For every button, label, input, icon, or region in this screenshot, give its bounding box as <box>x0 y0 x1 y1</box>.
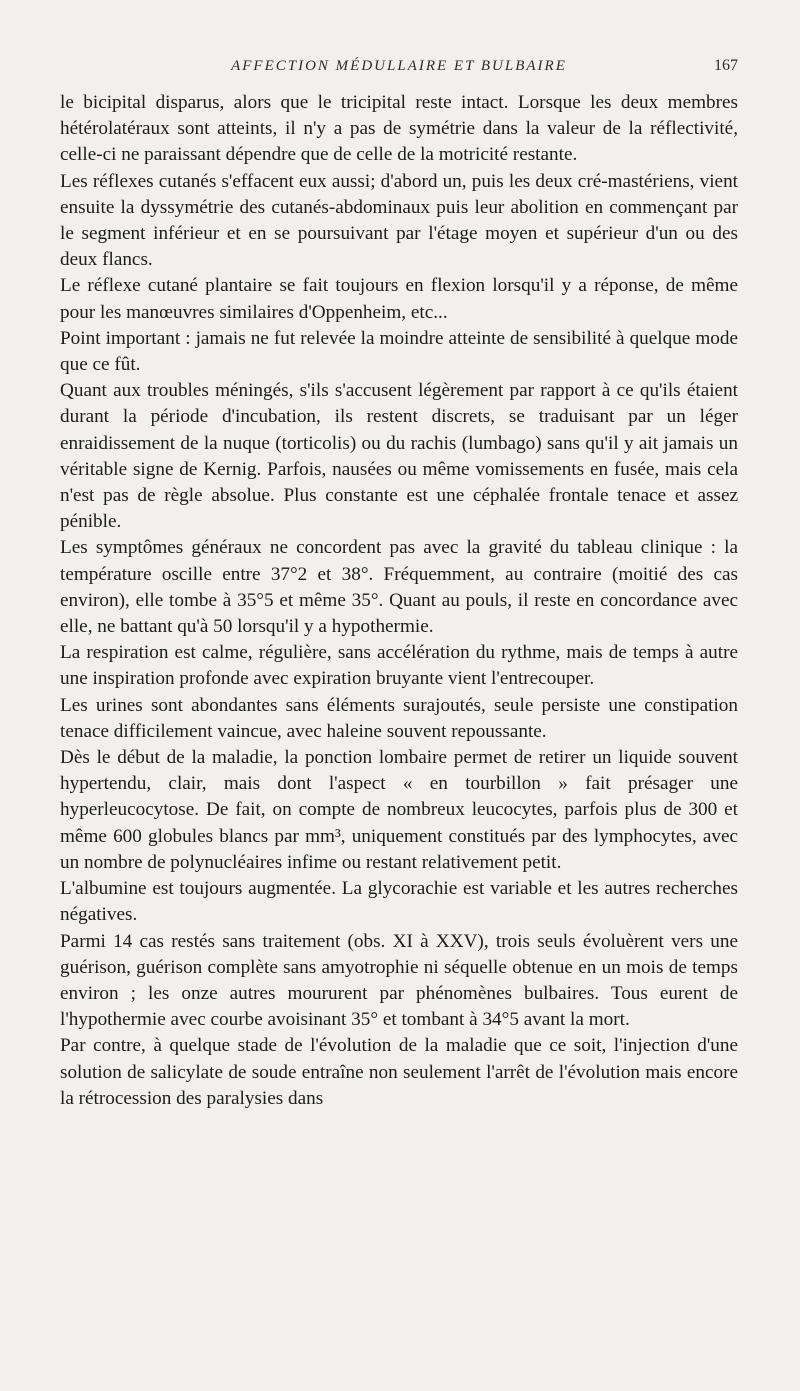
paragraph: Les réflexes cutanés s'effacent eux aussi; d'abord un, puis les deux cré-mastériens, vient ensuite la dyssymétrie des cutanés-abdominaux puis leur abolition en commençant par le segment inférieur et en se poursuivant par l'étage moyen et supérieur d'un ou des deux flancs. <box>60 170 738 271</box>
paragraph: Point important : jamais ne fut relevée la moindre atteinte de sensibilité à quelque mode que ce fût. <box>60 327 738 376</box>
paragraph: le bicipital disparus, alors que le tricipital reste intact. Lorsque les deux membres hétérolatéraux sont atteints, il n'y a pas de symétrie dans la valeur de la réflectivité, celle-ci ne paraissant dépendre que de celle de la motricité restante. <box>60 92 738 166</box>
paragraph: Parmi 14 cas restés sans traitement (obs. XI à XXV), trois seuls évoluèrent vers une guérison, guérison complète sans amyotrophie ni séquelle obtenue en un mois de temps environ ; les onze autres moururent par phénomènes bulbaires. Tous eurent de l'hypothermie avec courbe avoisinant 35° et tombant à 34°5 avant la mort. <box>60 930 738 1031</box>
paragraph: Les urines sont abondantes sans éléments surajoutés, seule persiste une constipation tenace difficilement vaincue, avec haleine souvent repoussante. <box>60 694 738 742</box>
running-title: AFFECTION MÉDULLAIRE ET BULBAIRE <box>231 58 567 74</box>
paragraph: Dès le début de la maladie, la ponction lombaire permet de retirer un liquide souvent hypertendu, clair, mais dont l'aspect « en tourbillon » fait présager une hyperleucocytose. De fait, on compte de nombreux leucocytes, parfois plus de 300 et même 600 globules blancs par mm³, uniquement constitués par des lymphocytes, avec un nombre de polynucléaires infime ou restant relativement petit. <box>60 747 738 873</box>
body-text <box>60 90 738 1112</box>
paragraph: Les symptômes généraux ne concordent pas avec la gravité du tableau clinique : la température oscille entre 37°2 et 38°. Fréquemment, au contraire (moitié des cas environ), elle tombe à 35°5 et même 35°. Quant au pouls, il reste en concordance avec elle, ne battant qu'à 50 lorsqu'il y a hypothermie. <box>60 537 738 638</box>
paragraph: Le réflexe cutané plantaire se fait toujours en flexion lorsqu'il y a réponse, de même pour les manœuvres similaires d'Oppenheim, etc... <box>60 275 738 323</box>
paragraph: L'albumine est toujours augmentée. La glycorachie est variable et les autres recherches négatives. <box>60 878 738 926</box>
paragraph: La respiration est calme, régulière, sans accélération du rythme, mais de temps à autre une inspiration profonde avec expiration bruyante vient l'entrecouper. <box>60 642 738 690</box>
paragraph: Par contre, à quelque stade de l'évolution de la maladie que ce soit, l'injection d'une solution de salicylate de soude entraîne non seulement l'arrêt de l'évolution mais encore la rétrocession des paralysies dans <box>60 1035 738 1109</box>
running-header <box>60 0 738 90</box>
paragraph: Quant aux troubles méningés, s'ils s'accusent légèrement par rapport à ce qu'ils étaient durant la période d'incubation, ils restent discrets, se traduisant par un léger enraidissement de la nuque (torticolis) ou du rachis (lumbago) sans qu'il y ait jamais un véritable signe de Kernig. Parfois, nausées ou même vomissements en fusée, mais cela n'est pas de règle absolue. Plus constante est une céphalée frontale tenace et assez pénible. <box>60 380 738 533</box>
page-number: 167 <box>714 57 738 74</box>
